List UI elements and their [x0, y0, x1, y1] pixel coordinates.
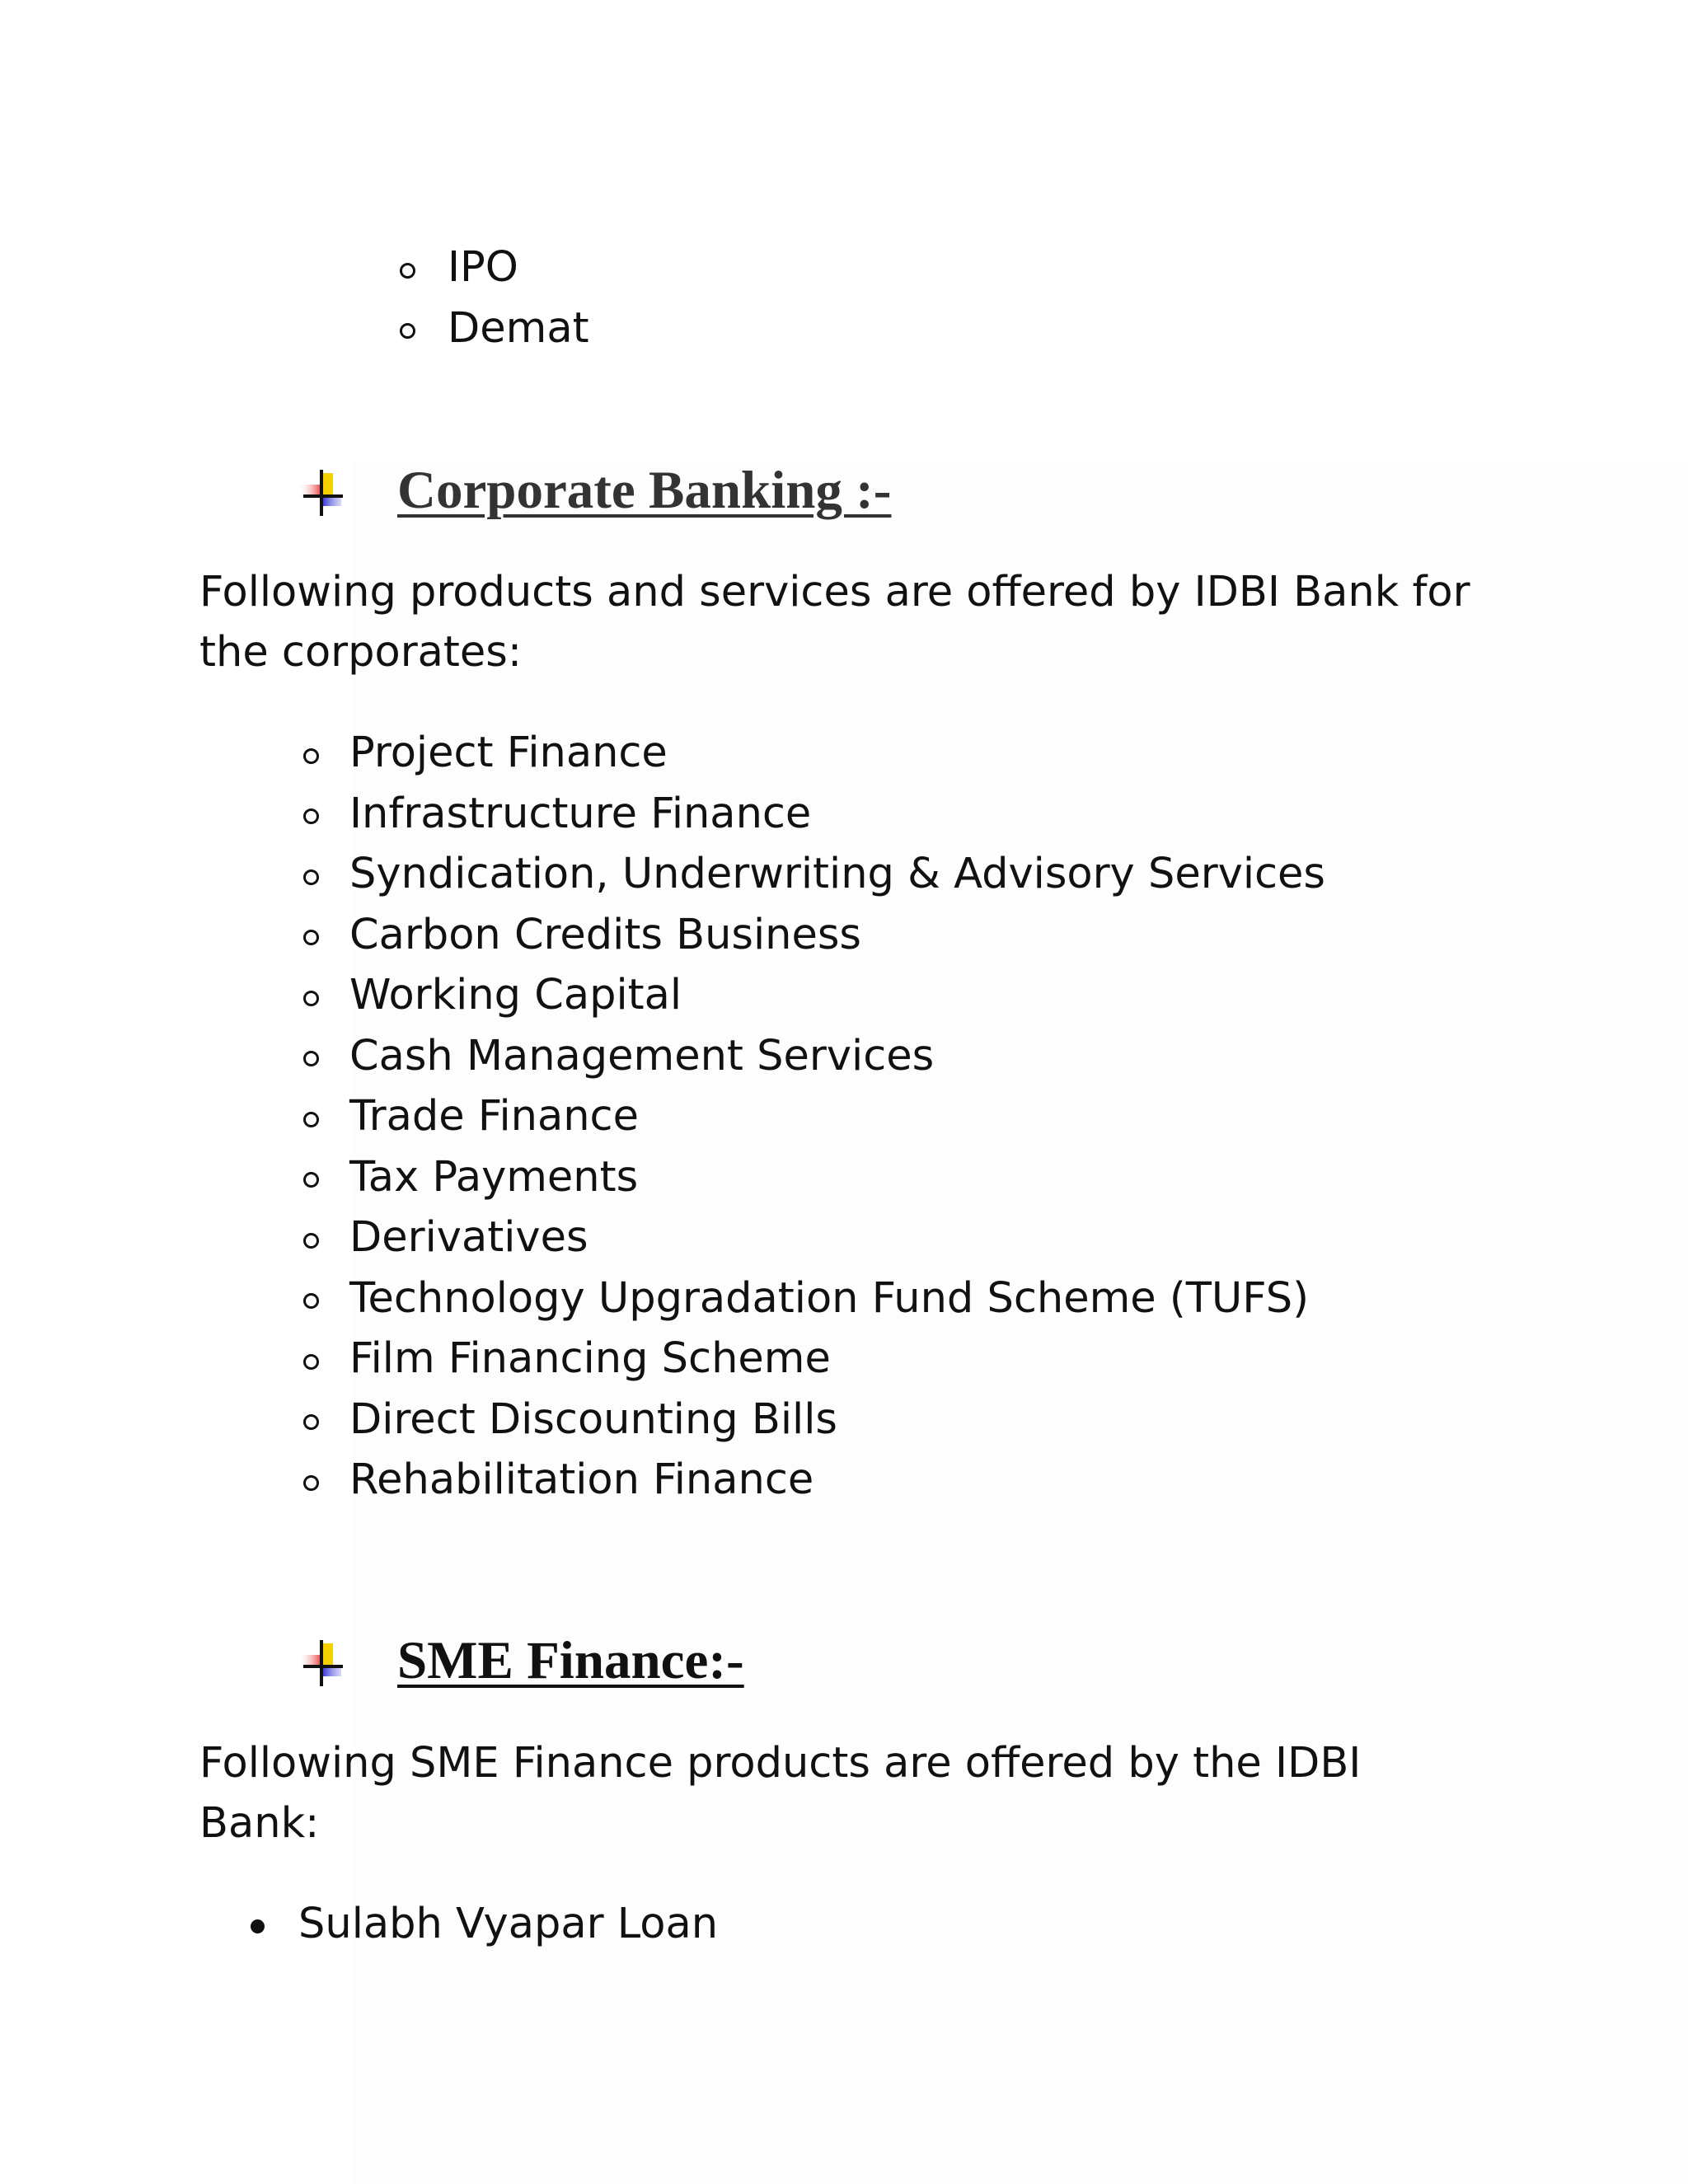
hollow-circle-bullet-icon	[400, 263, 415, 279]
hollow-circle-bullet-icon	[303, 808, 319, 824]
list-item-text: Project Finance	[349, 729, 668, 777]
list-item-text: IPO	[448, 243, 518, 292]
hollow-circle-bullet-icon	[303, 1293, 319, 1309]
list-item-text: Derivatives	[349, 1213, 588, 1262]
list-item-text: Infrastructure Finance	[349, 789, 812, 838]
list-item-text: Film Financing Scheme	[349, 1334, 831, 1383]
list-item-text: Tax Payments	[349, 1152, 639, 1202]
list-item-text: Cash Management Services	[349, 1031, 935, 1080]
hollow-circle-bullet-icon	[303, 1112, 319, 1127]
filled-circle-bullet-icon	[251, 1919, 265, 1933]
list-item-text: Direct Discounting Bills	[349, 1394, 837, 1444]
hollow-circle-bullet-icon	[400, 323, 415, 339]
plus-cross-icon	[297, 468, 346, 518]
hollow-circle-bullet-icon	[303, 1051, 319, 1066]
hollow-circle-bullet-icon	[303, 748, 319, 764]
section-title: Corporate Banking :-	[397, 461, 892, 520]
corporate-banking-intro	[199, 562, 1518, 682]
hollow-circle-bullet-icon	[303, 930, 319, 945]
intro-line: Following products and services are offered by IDBI Bank for	[199, 568, 1470, 616]
list-item-text: Technology Upgradation Fund Scheme (TUFS)	[349, 1273, 1309, 1323]
list-item-text: Carbon Credits Business	[349, 910, 861, 959]
list-item-text: Trade Finance	[349, 1092, 639, 1141]
intro-line: Bank:	[199, 1799, 320, 1848]
list-item-text: Syndication, Underwriting & Advisory Services	[349, 850, 1326, 898]
hollow-circle-bullet-icon	[303, 869, 319, 885]
list-item-text: Working Capital	[349, 971, 682, 1019]
plus-cross-icon	[297, 1638, 346, 1688]
list-item-text: Rehabilitation Finance	[349, 1455, 814, 1504]
hollow-circle-bullet-icon	[303, 1354, 319, 1370]
sme-finance-intro	[199, 1733, 1518, 1854]
intro-line: the corporates:	[199, 628, 523, 677]
intro-line: Following SME Finance products are offered by the IDBI	[199, 1739, 1362, 1788]
hollow-circle-bullet-icon	[303, 1172, 319, 1188]
section-title: SME Finance:-	[397, 1631, 744, 1690]
hollow-circle-bullet-icon	[303, 1414, 319, 1430]
hollow-circle-bullet-icon	[303, 991, 319, 1006]
hollow-circle-bullet-icon	[303, 1475, 319, 1491]
hollow-circle-bullet-icon	[303, 1233, 319, 1249]
list-item-text: Sulabh Vyapar Loan	[298, 1900, 719, 1948]
list-item-text: Demat	[448, 303, 589, 353]
